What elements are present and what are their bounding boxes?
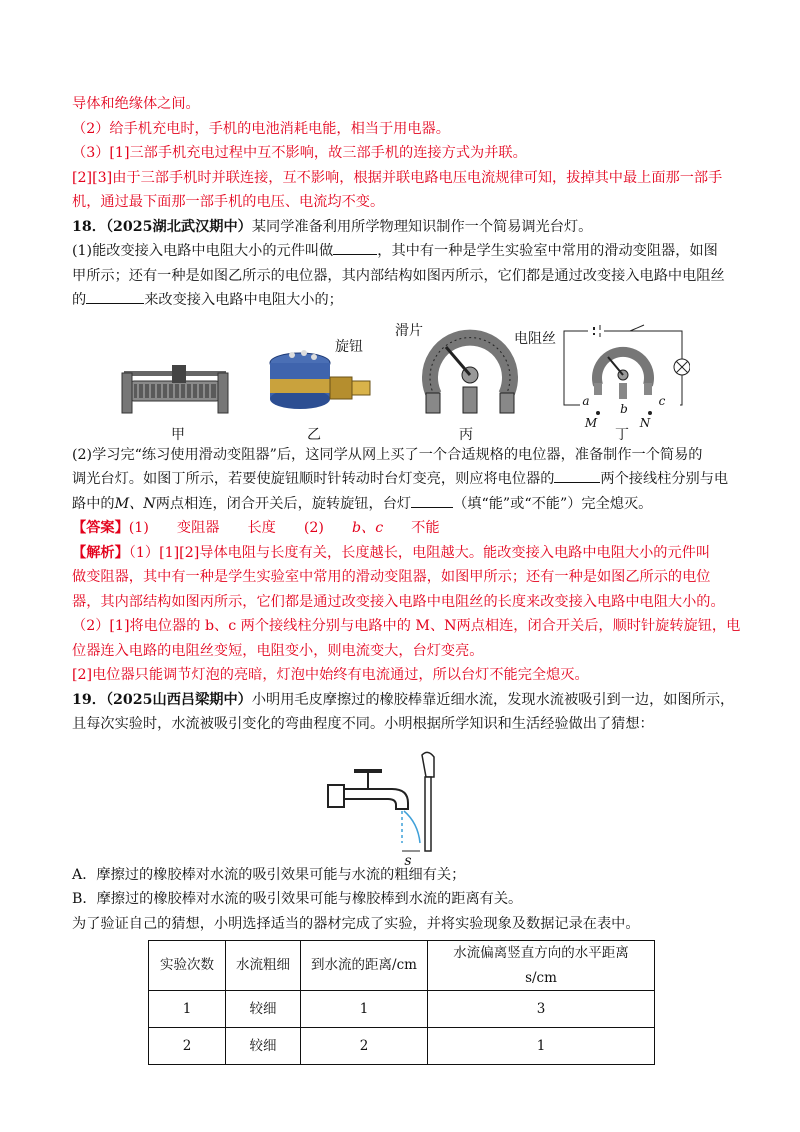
table-header: 水流偏离竖直方向的水平距离 s/cm (428, 941, 655, 991)
text-span: （填“能”或“不能”）完全熄灭。 (453, 495, 653, 512)
terminal-label: b (620, 401, 628, 416)
terminal-label: a (582, 393, 590, 408)
text-span: 来改变接入电路中电阻大小的； (144, 292, 343, 308)
faucet-diagram (322, 743, 452, 861)
answer-blank (411, 493, 453, 508)
table-header: 到水流的距离/cm (301, 941, 428, 991)
answer-item: 不能 (411, 520, 440, 536)
answer-item: (2) (303, 520, 324, 536)
question-18-heading (72, 215, 732, 240)
text-span: 两个接线柱分别与电 (600, 471, 729, 487)
question-source: （2025湖北武汉期中） (105, 218, 252, 235)
figure-caption: 丙 (459, 426, 473, 443)
answer-blank (86, 289, 144, 304)
option-b: B．摩擦过的橡胶棒对水流的吸引效果可能与橡胶棒到水流的距离有关。 (72, 891, 523, 907)
analysis-line: [2]电位器只能调节灯泡的亮暗，灯泡中始终有电流通过，所以台灯不能完全熄灭。 (72, 667, 589, 683)
answer-blank (333, 240, 377, 255)
question-stem: 某同学准备利用所学物理知识制作一个简易调光台灯。 (251, 218, 593, 235)
figure-caption: 乙 (307, 426, 321, 443)
answer-item: 变阻器 (176, 520, 220, 536)
text-span: 调光台灯。如图丁所示，若要使旋钮顺时针转动时台灯变亮，则应将电位器的 (72, 471, 555, 487)
knob-label: 旋钮 (335, 338, 363, 355)
solution-line: （3）[1]三部手机充电过程中互不影响，故三部手机的连接方式为并联。 (72, 145, 527, 161)
text-span: ，其中有一种是学生实验室中常用的滑动变阻器，如图 (377, 243, 718, 259)
resistance-wire-label: 电阻丝 (514, 330, 556, 347)
question-text: (2)学习完“练习使用滑动变阻器”后，这同学从网上买了一个合适规格的电位器，准备制作一个简易的 (72, 446, 703, 463)
question-19-heading (72, 688, 735, 713)
distance-label: s (404, 852, 412, 869)
text-span: 的 (72, 292, 87, 308)
question-stem: 小明用毛皮摩擦过的橡胶棒靠近细水流，发现水流被吸引到一边，如图所示， (251, 691, 735, 708)
table-cell: 1 (149, 991, 226, 1028)
table-cell: 3 (428, 991, 655, 1028)
answer-blank (554, 468, 600, 483)
experiment-intro: 为了验证自己的猜想，小明选择适当的器材完成了实验，并将实验现象及数据记录在表中。 (72, 915, 640, 932)
table-header-row (149, 941, 655, 991)
table-cell: 1 (428, 1028, 655, 1065)
text-span: M、N (114, 495, 156, 512)
slider-label: 滑片 (395, 322, 423, 339)
analysis-line: 器，其内部结构如图丙所示，它们都是通过改变接入电路中电阻丝的长度来改变接入电路中电阻大小的。 (72, 593, 725, 610)
analysis-line: 位器连入电路的电阻丝变短，电阻变小，则电流变大，台灯变亮。 (72, 642, 484, 659)
analysis-line: 做变阻器，其中有一种是学生实验室中常用的滑动变阻器，如图甲所示；还有一种是如图乙所示的电位 (72, 569, 711, 585)
figure-caption: 丁 (615, 426, 629, 443)
analysis-label: 【解析】 (72, 544, 129, 561)
analysis-line: （2）[1]将电位器的 b、c 两个接线柱分别与电路中的 M、N两点相连，闭合开关后，顺时针旋转旋钮，电 (72, 618, 741, 634)
answer-item: 长度 (247, 520, 276, 536)
question-text: 甲所示；还有一种是如图乙所示的电位器，其内部结构如图丙所示，它们都是通过改变接入电路中电阻丝 (72, 267, 725, 284)
figure-row (72, 319, 732, 443)
slide-rheostat-image (120, 359, 230, 419)
table-cell: 较细 (226, 1028, 301, 1065)
question-number: 19． (72, 691, 106, 708)
document-page (72, 92, 741, 1065)
data-table (148, 940, 655, 1065)
question-text (72, 288, 732, 313)
answer-item: b、c (351, 520, 384, 536)
table-cell: 2 (301, 1028, 428, 1065)
point-label: N (639, 415, 651, 430)
table-header: 实验次数 (149, 941, 226, 991)
analysis-line (72, 541, 732, 566)
figure-caption: 甲 (171, 426, 185, 443)
text-span: 路中的 (72, 495, 115, 512)
solution-line: [2][3]由于三部手机时并联连接，互不影响，根据并联电路电压电流规律可知，拔掉其中最上面那一部手 (72, 169, 723, 186)
analysis-text: （1）[1][2]导体电阻与长度有关，长度越长，电阻越大。能改变接入电路中电阻大小的元件叫 (128, 544, 711, 561)
table-header: 水流粗细 (226, 941, 301, 991)
answer-item: (1) (128, 520, 149, 536)
table-cell: 1 (301, 991, 428, 1028)
text-span: 两点相连，闭合开关后，旋转旋钮，台灯 (155, 495, 412, 512)
question-text (72, 467, 732, 492)
question-text (72, 239, 732, 264)
solution-line: 机，通过最下面那一部手机的电压、电流均不变。 (72, 194, 385, 210)
question-source: （2025山西吕梁期中） (105, 691, 252, 708)
table-cell: 较细 (226, 991, 301, 1028)
answer-line (72, 516, 732, 541)
table-cell: 2 (149, 1028, 226, 1065)
table-row (149, 1028, 655, 1065)
point-label: M (584, 415, 598, 430)
text-span: (1)能改变接入电路中电阻大小的元件叫做 (72, 243, 334, 259)
solution-line: （2）给手机充电时，手机的电池消耗电能，相当于用电器。 (72, 120, 450, 137)
solution-line: 导体和绝缘体之间。 (72, 96, 200, 112)
question-text (72, 492, 732, 517)
question-text: 且每次实验时，水流被吸引变化的弯曲程度不同。小明根据所学知识和生活经验做出了猜想： (72, 716, 654, 732)
table-row (149, 991, 655, 1028)
answer-label: 【答案】 (72, 520, 129, 536)
terminal-label: c (658, 393, 666, 408)
question-number: 18． (72, 218, 106, 235)
faucet-figure (72, 737, 732, 869)
option-a: A．摩擦过的橡胶棒对水流的吸引效果可能与水流的粗细有关； (72, 866, 466, 883)
